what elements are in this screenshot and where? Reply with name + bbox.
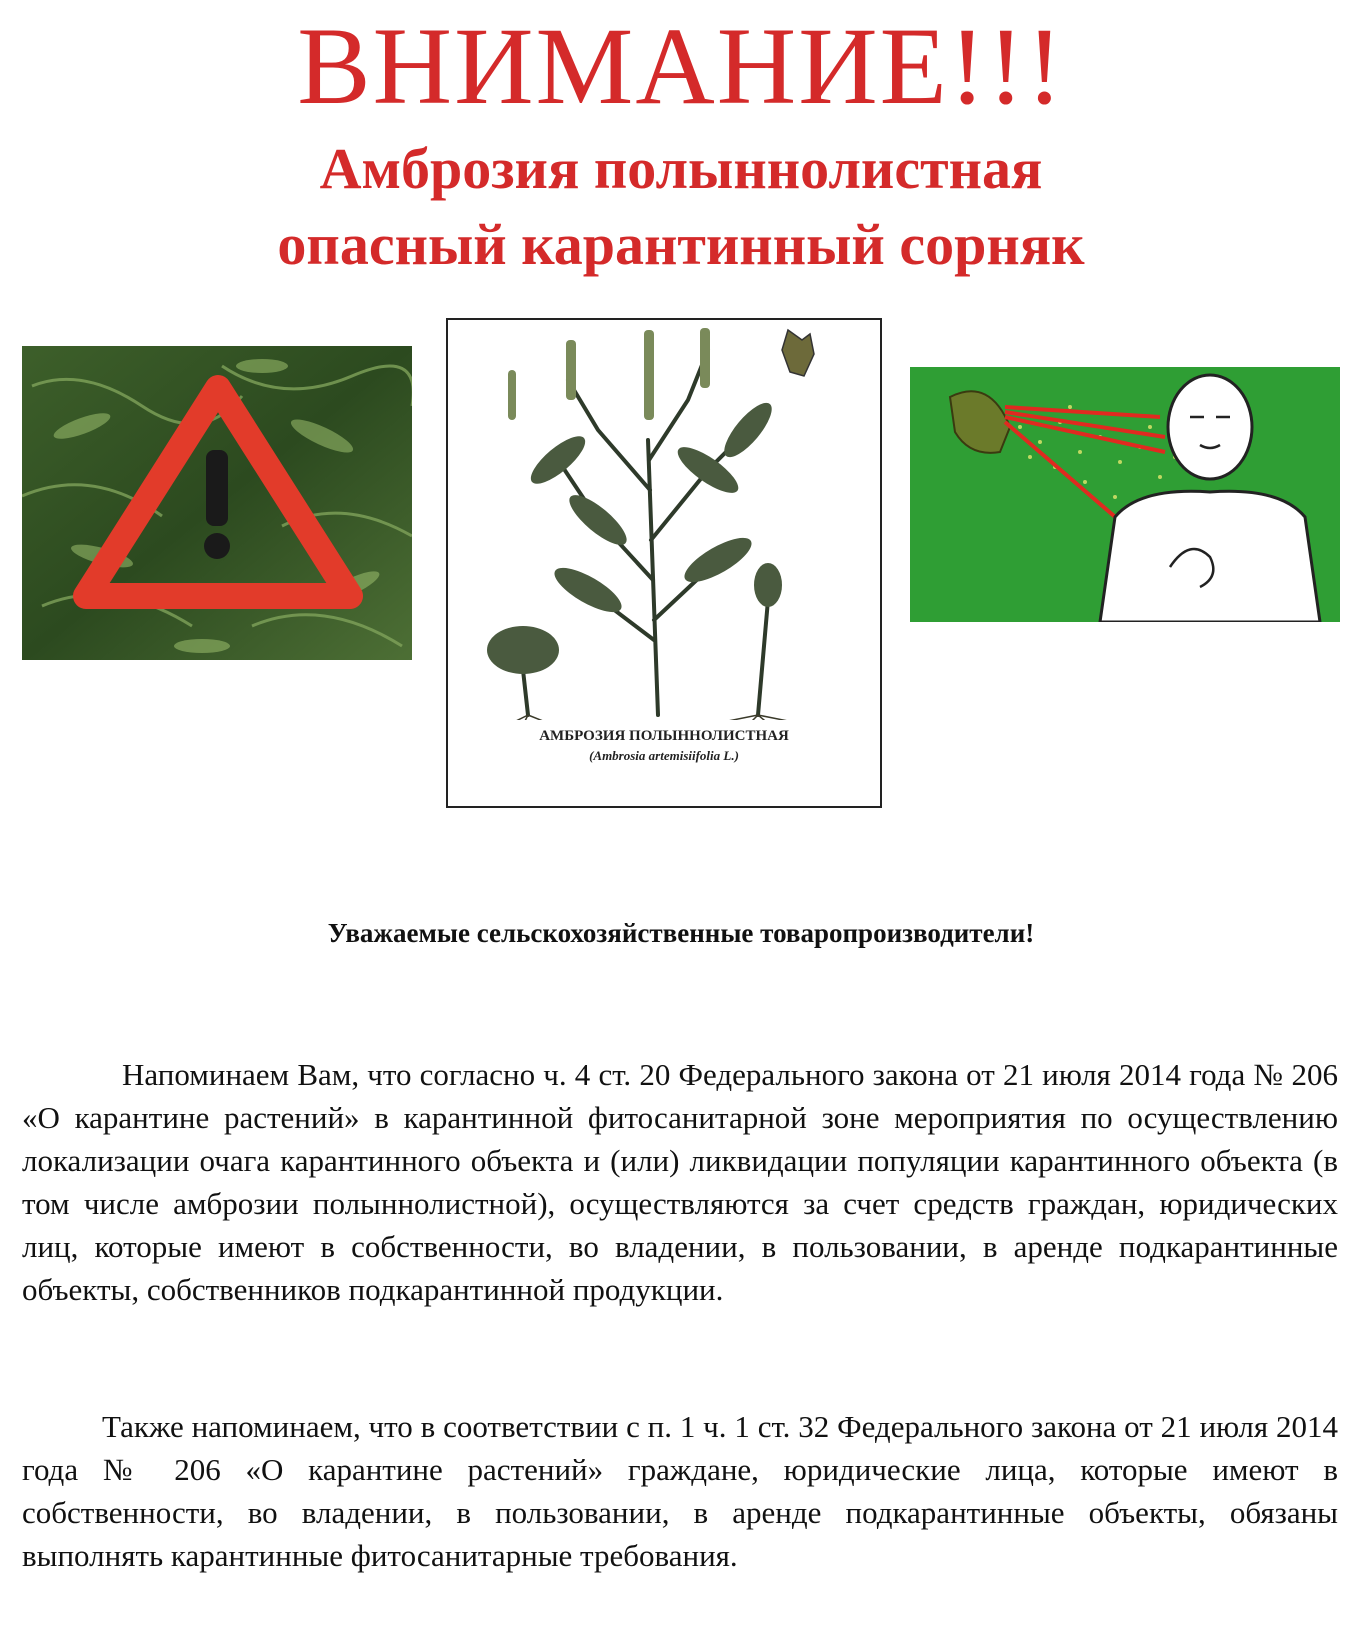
pollen-allergy-illustration	[910, 367, 1340, 622]
paragraph-1: Напоминаем Вам, что согласно ч. 4 ст. 20 Федерального закона от 21 июля 2014 года № 206 «О карантине растений» в карантинной фитосанитарной зоне мероприятия по осуществлению локализации очага карантинного объекта и (или) ликвидации популяции карантинного объекта (в том числе амброзии полыннолистной), осуществляются за счет средств граждан, юридических лиц, которые имеют в собственности, во владении, в пользовании, в аренде подкарантинные объекты, собственников подкарантинной продукции.	[22, 1057, 1338, 1307]
attention-title: ВНИМАНИЕ!!!	[297, 5, 1065, 127]
illustration-caption-latin: (Ambrosia artemisiifolia L.)	[589, 748, 739, 763]
paragraph-2: Также напоминаем, что в соответствии с п. 1 ч. 1 ст. 32 Федерального закона от 21 июля 2014 года № 206 «О карантине растений» граждане, юридические лица, которые имеют в собственности, во владении, в пользовании, в аренде подкарантинные объекты, обязаны выполнять карантинные фитосанитарные требования.	[22, 1409, 1338, 1573]
warning-foliage-photo	[22, 346, 412, 660]
ragweed-illustration	[446, 318, 882, 808]
subtitle-line-1: Амброзия полыннолистная	[319, 136, 1043, 201]
subtitle-line-2: опасный карантинный сорняк	[277, 212, 1085, 277]
greeting: Уважаемые сельскохозяйственные товаропроизводители!	[327, 918, 1035, 948]
illustration-caption-title: АМБРОЗИЯ ПОЛЫННОЛИСТНАЯ	[539, 728, 789, 744]
